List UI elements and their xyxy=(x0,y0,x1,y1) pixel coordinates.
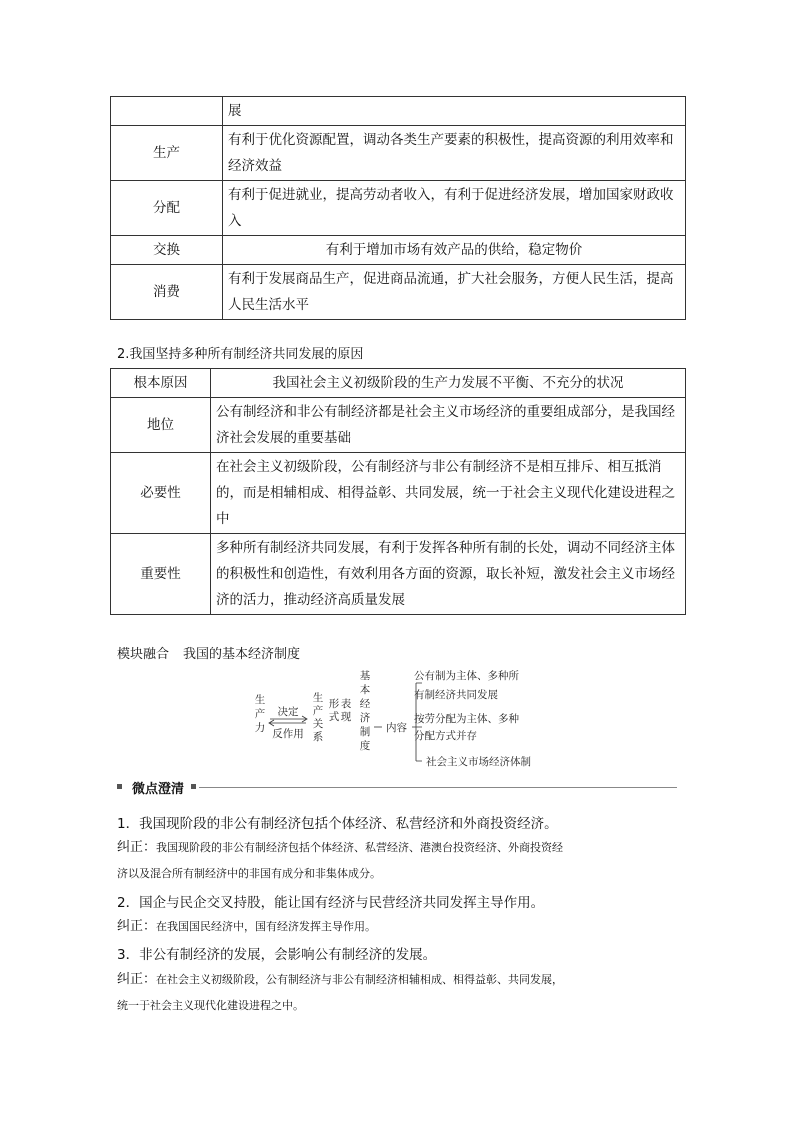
row-text: 有利于增加市场有效产品的供给，稳定物价 xyxy=(223,236,686,265)
row-label: 交换 xyxy=(111,236,223,265)
diagram-char: 形 xyxy=(328,698,340,710)
module-tag: 模块融合 xyxy=(117,647,170,662)
row-label: 根本原因 xyxy=(111,369,211,398)
correction-label: 纠正： xyxy=(117,840,157,855)
bullet-square xyxy=(117,784,122,789)
diagram-char: 力 xyxy=(254,722,266,734)
diagram-char: 度 xyxy=(359,740,371,752)
correction-label: 纠正： xyxy=(117,972,157,987)
diagram-char: 式 xyxy=(328,711,340,723)
bullet-square xyxy=(191,784,196,789)
row-label: 消费 xyxy=(111,265,223,320)
clarify-question-3: 3．非公有制经济的发展，会影响公有制经济的发展。 xyxy=(117,947,437,963)
clarify-correction-3 xyxy=(117,967,683,1019)
module-heading xyxy=(117,643,300,662)
clarify-question-2: 2．国企与民企交叉持股，能让国有经济与民营经济共同发挥主导作用。 xyxy=(117,895,545,911)
table-row xyxy=(111,534,686,615)
expression-label-b xyxy=(329,698,340,723)
clarify-correction-1 xyxy=(117,835,683,887)
module-title-text: 我国的基本经济制度 xyxy=(183,647,301,662)
branch3: 社会主义市场经济体制 xyxy=(426,756,531,768)
react-label: 反作用 xyxy=(272,728,304,740)
row-label: 生产 xyxy=(111,126,223,181)
node-basic-economic-system xyxy=(360,669,371,752)
row-text: 有利于优化资源配置，调动各类生产要素的积极性，提高资源的利用效率和经济效益 xyxy=(223,126,686,181)
table-row xyxy=(111,97,686,126)
branch1-line2: 有制经济共同发展 xyxy=(414,689,498,701)
decide-label: 决定 xyxy=(277,706,299,718)
diagram-char: 生 xyxy=(312,692,324,704)
clarify-heading-bar xyxy=(117,778,677,796)
table2-title: 2.我国坚持多种所有制经济共同发展的原因 xyxy=(117,347,364,362)
diagram-char: 表 xyxy=(340,698,352,710)
branch2-line1: 按劳分配为主体、多种 xyxy=(414,713,519,725)
diagram-char: 本 xyxy=(359,684,371,696)
row-text: 有利于促进就业，提高劳动者收入，有利于促进经济发展，增加国家财政收入 xyxy=(223,181,686,236)
content-label: 内容 xyxy=(386,722,407,734)
diagram-char: 现 xyxy=(340,711,352,723)
clarify-heading: 微点澄清 xyxy=(132,782,185,797)
row-label: 地位 xyxy=(111,398,211,453)
row-label: 必要性 xyxy=(111,453,211,534)
diagram-char: 产 xyxy=(254,708,266,720)
table-row xyxy=(111,126,686,181)
diagram-char: 关 xyxy=(312,718,324,730)
branch2-line2: 分配方式并存 xyxy=(414,730,477,742)
expression-label-a xyxy=(341,697,352,723)
diagram-char: 系 xyxy=(312,731,324,743)
node-relations-of-production xyxy=(313,691,324,743)
heading-rule xyxy=(199,787,677,788)
table-row xyxy=(111,369,686,398)
node-productive-forces xyxy=(255,693,266,734)
row-text: 在社会主义初级阶段，公有制经济与非公有制经济不是相互排斥、相互抵消的，而是相辅相成、相得益彰、共同发展，统一于社会主义现代化建设进程之中 xyxy=(211,453,686,534)
table-row xyxy=(111,453,686,534)
diagram-char: 产 xyxy=(312,705,324,717)
row-label: 分配 xyxy=(111,181,223,236)
correction-label: 纠正： xyxy=(117,919,157,934)
ownership-reason-table xyxy=(110,368,686,615)
diagram-char: 济 xyxy=(359,712,371,724)
correction-text: 在社会主义初级阶段，公有制经济与非公有制经济相辅相成、相得益彰、共同发展， xyxy=(156,973,564,986)
table-row xyxy=(111,236,686,265)
production-benefit-table xyxy=(110,96,686,320)
row-text: 展 xyxy=(223,97,686,126)
table-row xyxy=(111,398,686,453)
correction-text: 统一于社会主义现代化建设进程之中。 xyxy=(117,999,304,1012)
diagram-char: 基 xyxy=(359,670,371,682)
correction-text: 济以及混合所有制经济中的非国有成分和非集体成分。 xyxy=(117,867,381,880)
row-label xyxy=(111,97,223,126)
table-row xyxy=(111,181,686,236)
economic-system-diagram xyxy=(240,665,560,775)
row-text: 我国社会主义初级阶段的生产力发展不平衡、不充分的状况 xyxy=(211,369,686,398)
correction-text: 在我国国民经济中，国有经济发挥主导作用。 xyxy=(156,920,377,933)
table-row xyxy=(111,265,686,320)
clarify-correction-2 xyxy=(117,914,683,940)
row-text: 有利于发展商品生产，促进商品流通，扩大社会服务，方便人民生活，提高人民生活水平 xyxy=(223,265,686,320)
clarify-question-1: 1．我国现阶段的非公有制经济包括个体经济、私营经济和外商投资经济。 xyxy=(117,816,558,832)
correction-text: 我国现阶段的非公有制经济包括个体经济、私营经济、港澳台投资经济、外商投资经 xyxy=(156,841,564,854)
row-label: 重要性 xyxy=(111,534,211,615)
diagram-char: 制 xyxy=(359,726,371,738)
diagram-char: 经 xyxy=(359,698,371,710)
branch1-line1: 公有制为主体、多种所 xyxy=(414,670,519,682)
diagram-char: 生 xyxy=(254,694,266,706)
row-text: 公有制经济和非公有制经济都是社会主义市场经济的重要组成部分，是我国经济社会发展的重要基础 xyxy=(211,398,686,453)
row-text: 多种所有制经济共同发展，有利于发挥各种所有制的长处，调动不同经济主体的积极性和创造性，有效利用各方面的资源，取长补短，激发社会主义市场经济的活力，推动经济高质量发展 xyxy=(211,534,686,615)
